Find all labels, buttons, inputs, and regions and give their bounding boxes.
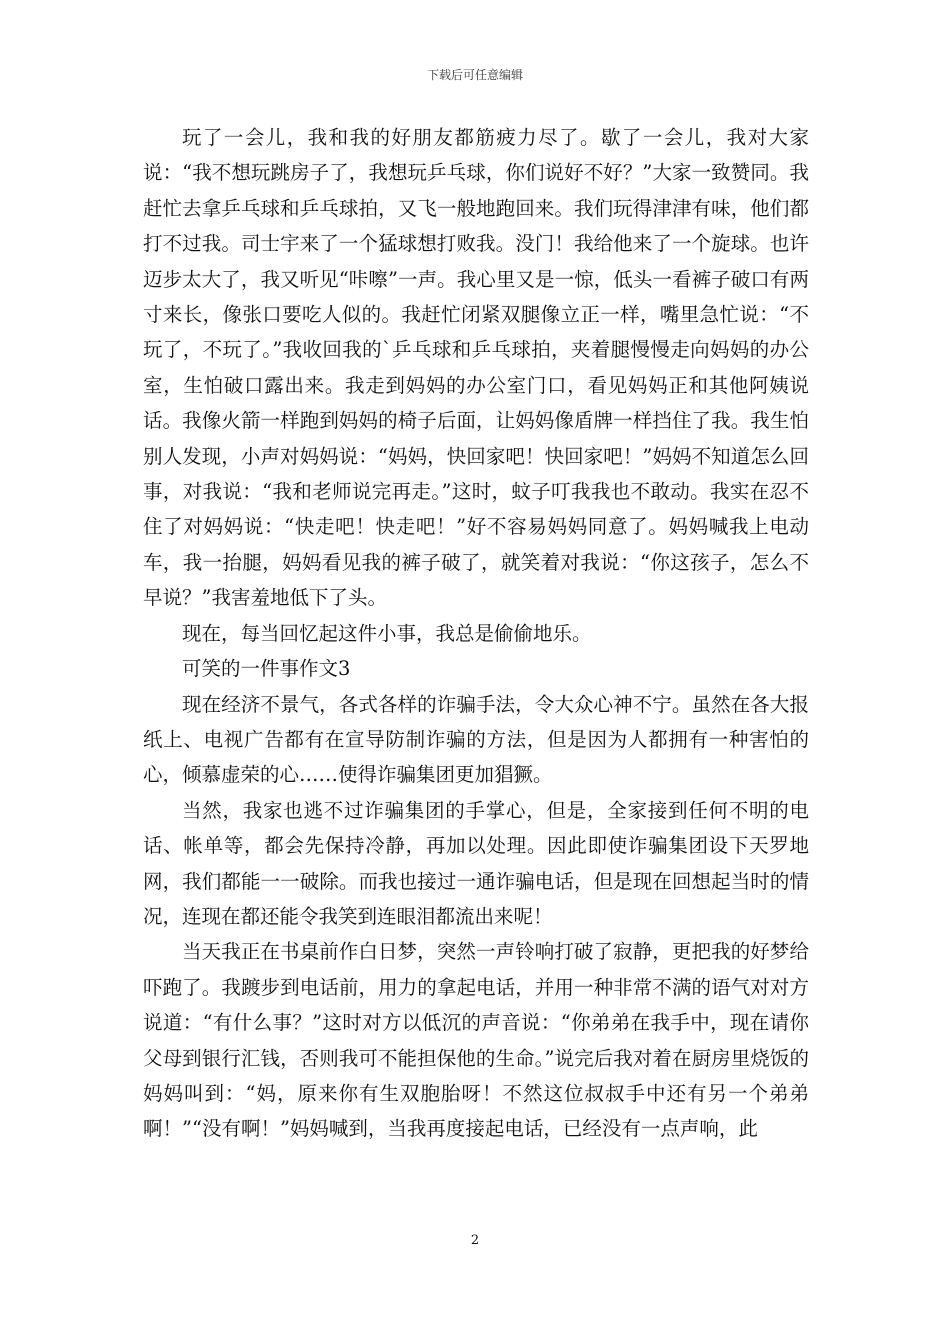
page-number: 2 [470,1233,480,1248]
paragraph: 现在，每当回忆起这件小事，我总是偷偷地乐。 [182,621,592,645]
document-body [143,120,809,1147]
paragraph: 现在经济不景气，各式各样的诈骗手法，令大众心神不宁。虽然在各大报纸上、电视广告都有在宣导防制诈骗的方法，但是因为人都拥有一种害怕的心，倾慕虚荣的心……使得诈骗集团更加猖獗。 [143,692,809,787]
paragraph: 当天我正在书桌前作白日梦，突然一声铃响打破了寂静，更把我的好梦给吓跑了。我踱步到电话前，用力的拿起电话，并用一种非常不满的语气对对方说道：“有什么事？”这时对方以低沉的声音说：“你弟弟在我手中，现在请你父母到银行汇钱，否则我可不能担保他的生命。”说完后我对着在厨房里烧饭的妈妈叫到：“妈，原来你有生双胞胎呀！不然这位叔叔手中还有另一个弟弟啊！”“没有啊！”妈妈喊到，当我再度接起电话，已经没有一点声响，此 [143,940,809,1141]
section-title: 可笑的一件事作文3 [182,657,351,681]
paragraph: 当然，我家也逃不过诈骗集团的手掌心，但是，全家接到任何不明的电话、帐单等，都会先保持冷静，再加以处理。因此即使诈骗集团设下天罗地网，我们都能一一破除。而我也接过一通诈骗电话，但是现在回想起当时的情况，连现在都还能令我笑到连眼泪都流出来呢！ [143,798,809,928]
paragraph: 玩了一会儿，我和我的好朋友都筋疲力尽了。歇了一会儿，我对大家说：“我不想玩跳房子了，我想玩乒乓球，你们说好不好？”大家一致赞同。我赶忙去拿乒乓球和乒乓球拍，又飞一般地跑回来。我们玩得津津有味，他们都打不过我。司士宇来了一个猛球想打败我。没门！我给他来了一个旋球。也许迈步太大了，我又听见“咔嚓”一声。我心里又是一惊，低头一看裤子破口有两寸来长，像张口要吃人似的。我赶忙闭紧双腿像立正一样，嘴里急忙说：“不玩了，不玩了。”我收回我的`乒乓球和乒乓球拍，夹着腿慢慢走向妈妈的办公室，生怕破口露出来。我走到妈妈的办公室门口，看见妈妈正和其他阿姨说话。我像火箭一样跑到妈妈的椅子后面，让妈妈像盾牌一样挡住了我。我生怕别人发现，小声对妈妈说：“妈妈，快回家吧！快回家吧！”妈妈不知道怎么回事，对我说：“我和老师说完再走。”这时，蚊子叮我我也不敢动。我实在忍不住了对妈妈说：“快走吧！快走吧！”好不容易妈妈同意了。妈妈喊我上电动车，我一抬腿，妈妈看见我的裤子破了，就笑着对我说：“你这孩子，怎么不早说？”我害羞地低下了头。 [143,126,809,610]
page-header: 下载后可任意编辑 [426,68,523,82]
